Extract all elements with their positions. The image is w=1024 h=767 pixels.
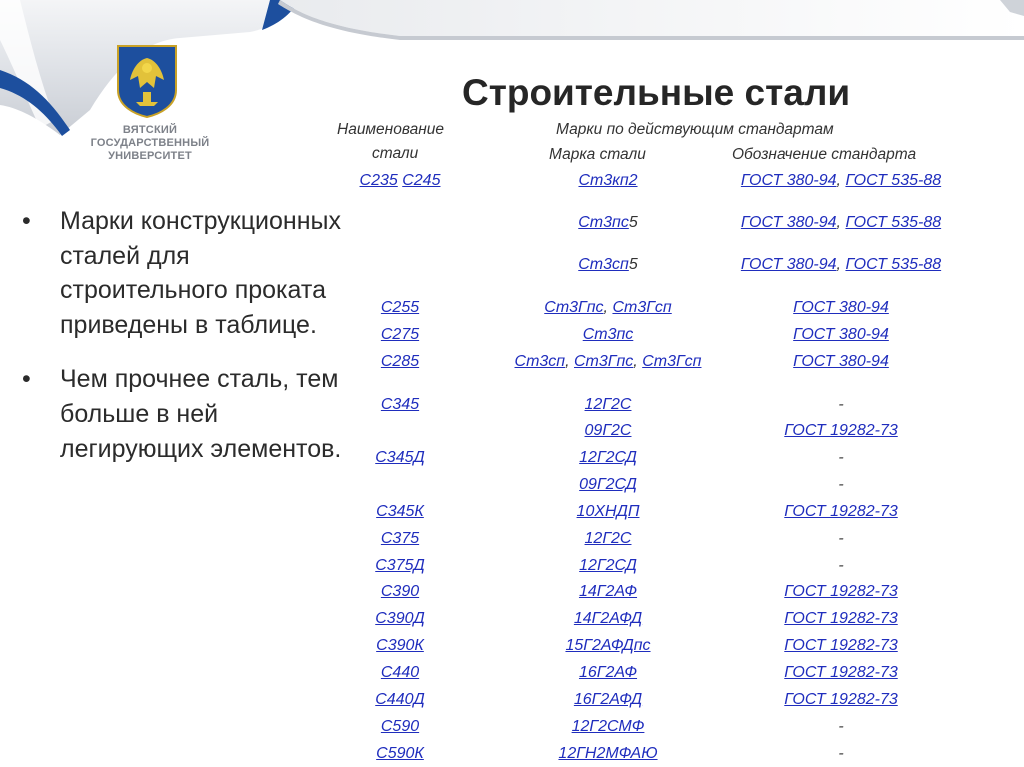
standard-text: - <box>838 476 844 493</box>
steel-grade-cell <box>572 718 645 736</box>
standard-cell <box>784 583 897 601</box>
standard-link[interactable]: ГОСТ 535-88 <box>845 172 942 189</box>
steel-grade-cell <box>577 503 640 521</box>
steel-name-cell <box>376 503 424 521</box>
steel-grade-link[interactable]: Ст3сп <box>578 256 629 273</box>
steel-grade-cell <box>585 530 632 548</box>
bullet-dot-icon: • <box>22 207 31 235</box>
standard-cell <box>793 299 889 317</box>
steel-grade-cell <box>558 745 657 763</box>
standard-cell <box>838 396 843 414</box>
steel-grade-link[interactable]: 09Г2С <box>584 422 632 439</box>
steel-grade-cell <box>579 476 637 494</box>
steel-name-link[interactable]: С285 <box>380 353 420 370</box>
steel-grade-cell <box>585 396 632 414</box>
standard-cell <box>838 557 843 575</box>
standard-cell <box>741 172 941 190</box>
steel-grade-text: , <box>633 353 643 370</box>
steel-grade-cell <box>565 637 650 655</box>
steel-grade-link[interactable]: Ст3пс <box>578 214 629 231</box>
standard-text: - <box>838 530 844 547</box>
steel-grade-link[interactable]: 14Г2АФД <box>573 610 643 627</box>
steel-grade-link[interactable]: 09Г2СД <box>579 476 637 493</box>
steel-name-link[interactable]: С275 <box>380 326 420 343</box>
steel-grade-text: , <box>565 353 574 370</box>
steel-grade-link[interactable]: Ст3Гпс <box>544 299 604 316</box>
steel-grade-cell <box>515 353 702 371</box>
steel-grade-link[interactable]: 12Г2СД <box>579 449 637 466</box>
steel-grade-link[interactable]: 16Г2АФД <box>573 691 643 708</box>
university-name-line: УНИВЕРСИТЕТ <box>108 150 192 162</box>
steel-name-cell <box>381 583 419 601</box>
steel-name-link[interactable]: С345К <box>376 503 424 520</box>
standard-link[interactable]: ГОСТ 19282-73 <box>784 422 898 439</box>
steel-name-cell <box>381 718 419 736</box>
steel-name-cell <box>376 745 424 763</box>
steel-grade-cell <box>578 256 638 274</box>
standard-text: , <box>836 172 846 189</box>
steel-grade-text: 5 <box>628 256 638 273</box>
steel-name-cell <box>360 172 441 190</box>
steel-name-cell <box>381 299 419 317</box>
standard-link[interactable]: ГОСТ 535-88 <box>845 214 942 231</box>
standard-cell <box>838 718 843 736</box>
standard-cell <box>838 476 843 494</box>
standard-text: - <box>838 396 844 413</box>
university-name-line: ГОСУДАРСТВЕННЫЙ <box>90 137 210 149</box>
standard-link[interactable]: ГОСТ 380-94 <box>740 172 837 189</box>
steel-grade-cell <box>579 583 637 601</box>
standard-text: , <box>836 214 846 231</box>
bullet-dot-icon: • <box>22 365 31 394</box>
standard-cell <box>784 610 897 628</box>
standard-cell <box>741 214 941 232</box>
header-standards-group: Марки по действующим стандартам <box>556 121 834 138</box>
standard-cell <box>793 326 889 344</box>
steel-name-link[interactable]: С375Д <box>375 557 425 574</box>
steel-grade-cell <box>574 610 642 628</box>
steel-name-cell <box>375 557 425 575</box>
steel-name-link[interactable]: С390 <box>380 583 420 600</box>
steel-grade-cell <box>585 422 632 440</box>
steel-name-link[interactable]: С255 <box>380 299 420 316</box>
bullet-list <box>22 204 342 486</box>
steel-grade-cell <box>579 449 637 467</box>
standard-link[interactable]: ГОСТ 19282-73 <box>784 664 898 681</box>
steel-grade-cell <box>578 214 638 232</box>
bullet-text: Чем прочнее сталь, тем больше в ней легирующих элементов. <box>60 365 342 463</box>
steel-name-cell <box>375 449 425 467</box>
header-steel-name: Наименование <box>337 121 444 138</box>
steel-name-cell <box>381 664 419 682</box>
slide-title: Строительные стали <box>462 72 851 113</box>
university-name <box>80 124 220 163</box>
standard-link[interactable]: ГОСТ 19282-73 <box>784 637 898 654</box>
steel-name-cell <box>381 326 419 344</box>
standard-link[interactable]: ГОСТ 380-94 <box>740 214 837 231</box>
steel-name-link[interactable]: С235 <box>359 172 398 189</box>
steel-grade-link[interactable]: 12Г2С <box>584 530 632 547</box>
steel-name-link[interactable]: С590 <box>380 718 420 735</box>
steel-name-cell <box>375 691 425 709</box>
steel-grade-text: , <box>603 299 613 316</box>
standard-text: - <box>838 449 844 466</box>
standard-cell <box>784 664 897 682</box>
standard-link[interactable]: ГОСТ 535-88 <box>845 256 942 273</box>
standard-cell <box>784 422 897 440</box>
steel-grade-link[interactable]: 12Г2С <box>584 396 632 413</box>
steel-name-cell <box>375 610 425 628</box>
steel-grade-link[interactable]: Ст3Гпс <box>574 353 634 370</box>
standard-cell <box>784 691 897 709</box>
steel-name-link[interactable]: С390Д <box>375 610 425 627</box>
standard-cell <box>838 745 843 763</box>
standard-text: - <box>838 718 844 735</box>
standard-link[interactable]: ГОСТ 19282-73 <box>784 691 898 708</box>
standard-link[interactable]: ГОСТ 19282-73 <box>784 610 898 627</box>
bullet-item <box>22 362 342 466</box>
steel-grade-link[interactable]: 15Г2АФДпс <box>565 637 651 654</box>
steel-grade-link[interactable]: Ст3Гсп <box>642 353 702 370</box>
steel-name-link[interactable]: С375 <box>380 530 420 547</box>
standard-link[interactable]: ГОСТ 380-94 <box>793 299 889 316</box>
standard-link[interactable]: ГОСТ 19282-73 <box>784 503 898 520</box>
steel-grade-cell <box>579 557 637 575</box>
steel-grade-cell <box>578 172 637 190</box>
standard-cell <box>838 449 843 467</box>
standard-text: - <box>838 557 844 574</box>
steel-name-link[interactable]: С440 <box>380 664 420 681</box>
standard-link[interactable]: ГОСТ 380-94 <box>793 326 889 343</box>
standard-cell <box>784 637 897 655</box>
steel-grade-link[interactable]: Ст3пс <box>582 326 634 343</box>
bullet-text: Марки конструкционных сталей для строительного проката приведены в таблице. <box>60 207 341 339</box>
steel-name-cell <box>376 637 424 655</box>
steel-name-cell <box>381 530 419 548</box>
steel-name-link[interactable]: С245 <box>402 172 441 189</box>
university-crest-icon <box>116 44 178 118</box>
standard-text: , <box>836 256 846 273</box>
steel-name-link[interactable]: С345Д <box>375 449 425 466</box>
standard-cell <box>838 530 843 548</box>
steel-name-link[interactable]: С390К <box>376 637 424 654</box>
standard-link[interactable]: ГОСТ 380-94 <box>793 353 889 370</box>
steel-grade-cell <box>579 664 637 682</box>
steel-grade-cell <box>574 691 642 709</box>
standard-link[interactable]: ГОСТ 19282-73 <box>784 583 898 600</box>
steel-grade-cell <box>583 326 634 344</box>
steel-name-cell <box>381 396 419 414</box>
university-name-line: ВЯТСКИЙ <box>122 124 178 136</box>
header-grade: Марка стали <box>549 146 646 163</box>
header-standard: Обозначение стандарта <box>732 146 917 163</box>
steel-name-link[interactable]: С440Д <box>375 691 425 708</box>
standard-cell <box>784 503 897 521</box>
steel-grade-link[interactable]: 12Г2СМФ <box>571 718 645 735</box>
standard-text: - <box>838 745 844 762</box>
steel-grade-text: 5 <box>628 214 638 231</box>
steel-name-link[interactable]: С590К <box>376 745 424 762</box>
steel-name-link[interactable]: С345 <box>380 396 420 413</box>
steel-grade-link[interactable]: 16Г2АФ <box>578 664 638 681</box>
standard-cell <box>741 256 941 274</box>
header-steel-name-line2: стали <box>372 145 419 162</box>
steel-grade-link[interactable]: Ст3кп2 <box>578 172 638 189</box>
steel-grade-link[interactable]: Ст3Гсп <box>612 299 672 316</box>
steel-grade-cell <box>544 299 671 317</box>
steel-name-cell <box>381 353 419 371</box>
bullet-item <box>22 204 342 342</box>
steel-grade-link[interactable]: Ст3сп <box>514 353 566 370</box>
standard-link[interactable]: ГОСТ 380-94 <box>740 256 837 273</box>
standard-cell <box>793 353 889 371</box>
steel-grade-link[interactable]: 14Г2АФ <box>578 583 638 600</box>
steel-grade-link[interactable]: 12Г2СД <box>579 557 637 574</box>
steel-grade-link[interactable]: 10ХНДП <box>576 503 640 520</box>
steel-grade-link[interactable]: 12ГН2МФАЮ <box>558 745 658 762</box>
